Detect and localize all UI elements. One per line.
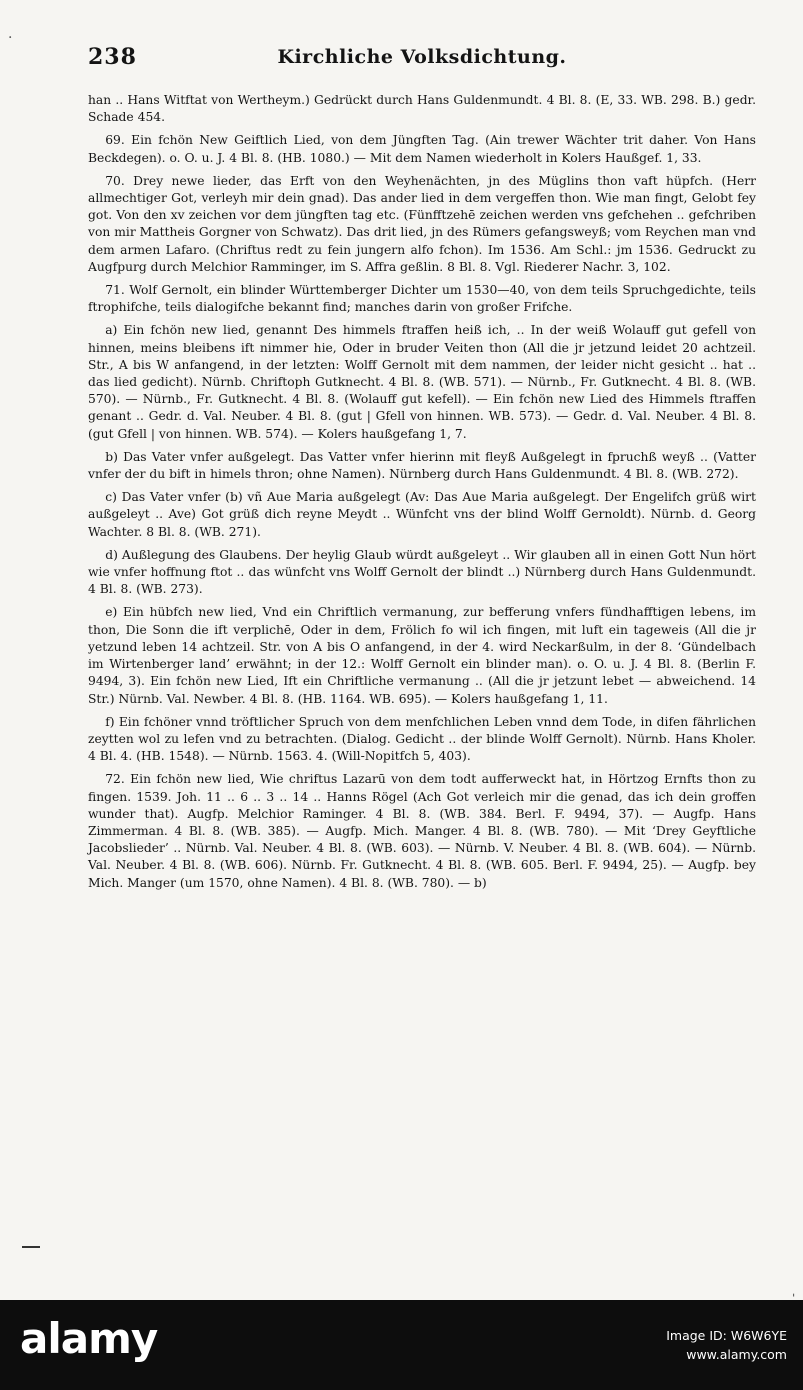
page-header <box>88 44 756 78</box>
entry-paragraph: 69. Ein fchön New Geiftlich Lied, von dem Jüngften Tag. (Ain trewer Wächter trit daher. Von Hans Beckdegen). o. O. u. J. 4 Bl. 8. (HB. 1080.) — Mit dem Namen wiederholt in Kolers Haußgef. 1, 33. <box>88 133 756 165</box>
entry-paragraph: 72. Ein fchön new lied, Wie chriftus Lazarū von dem todt aufferweckt hat, in Hörtzog Ernfts thon zu fingen. 1539. Joh. 11 .. 6 .. 3 .. 14 .. Hanns Rögel (Ach Got verleich mir die genad, das ich dein groffen wunder that). Augfp. Melchior Raminger. 4 Bl. 8. (WB. 384. Berl. F. 9494, 37). — Augfp. Hans Zimmerman. 4 Bl. 8. (WB. 385). — Augfp. Mich. Manger. 4 Bl. 8. (WB. 780). — Mit ‘Drey Geyftliche Jacobslieder’ .. Nürnb. Val. Neuber. 4 Bl. 8. (WB. 603). — Nürnb. V. Neuber. 4 Bl. 8. (WB. 604). — Nürnb. Val. Neuber. 4 Bl. 8. (WB. 606). Nürnb. Fr. Gutknecht. 4 Bl. 8. (WB. 605. Berl. F. 9494, 25). — Augfp. bey Mich. Manger (um 1570, ohne Namen). 4 Bl. 8. (WB. 780). — b) <box>88 772 756 890</box>
margin-dash-mark <box>22 1246 40 1248</box>
running-title: Kirchliche Volksdichtung. <box>277 46 567 68</box>
body-text <box>88 92 756 898</box>
corner-tick-mark: · <box>8 30 13 46</box>
banner-info <box>666 1326 787 1364</box>
entry-paragraph: d) Außlegung des Glaubens. Der heylig Glaub würdt außgeleyt .. Wir glauben all in einen Gott Nun hört wie vnfer hoffnung ftot .. das wünfcht vns Wolff Gernolt der blindt ..) Nürnberg durch Hans Guldenmundt. 4 Bl. 8. (WB. 273). <box>88 547 756 597</box>
entry-paragraph: b) Das Vater vnfer außgelegt. Das Vatter vnfer hierinn mit fleyß Außgelegt in fpruchß weyß .. (Vatter vnfer der du bift in himels thron; ohne Namen). Nürnberg durch Hans Guldenmundt. 4 Bl. 8. (WB. 272). <box>88 449 756 482</box>
entry-paragraph: han .. Hans Witftat von Wertheym.) Gedrückt durch Hans Guldenmundt. 4 Bl. 8. (E, 33. WB. 298. B.) gedr. Schade 454. <box>88 93 756 125</box>
site-url: www.alamy.com <box>686 1347 787 1362</box>
image-id-label: Image ID: W6W6YE <box>666 1328 787 1343</box>
entry-paragraph: 71. Wolf Gernolt, ein blinder Württemberger Dichter um 1530—40, von dem teils Spruchgedichte, teils ftrophifche, teils dialogifche bekannt find; manches darin von großer Frifche. <box>88 283 756 315</box>
entry-paragraph: c) Das Vater vnfer (b) vñ Aue Maria außgelegt (Av: Das Aue Maria außgelegt. Der Engelifch grüß wirt außgeleyt .. Ave) Got grüß dich reyne Meydt .. Wünfcht vns der blind Wolff Gernoldt). Nürnb. d. Georg Wachter. 8 Bl. 8. (WB. 271). <box>88 490 756 539</box>
margin-tick-mark: ˌ <box>792 1284 796 1298</box>
page-number: 238 <box>88 44 137 70</box>
entry-paragraph: 70. Drey newe lieder, das Erft von den Weyhenächten, jn des Müglins thon vaft hüpfch. (Herr allmechtiger Got, verleyh mir dein gnad). Das ander lied in dem vergeffen thon. Wie man fingt, Gelobt fey got. Von den xv zeichen vor dem jüngften tag etc. (Fünfftzehē zeichen werden vns gefchehen .. gefchriben von mir Mattheis Gorgner von Schwatz). Das drit lied, jn des Rümers gefangsweyß; vom Reychen man vnd dem armen Lafaro. (Chriftus redt zu fein jungern alfo fchon). Im 1536. Am Schl.: jm 1536. Gedruckt zu Augfpurg durch Melchior Ramminger, im S. Affra geßlin. 8 Bl. 8. Vgl. Riederer Nachr. 3, 102. <box>88 173 756 274</box>
entry-paragraph: a) Ein fchön new lied, genannt Des himmels ftraffen heiß ich, .. In der weiß Wolauff gut gefell von hinnen, meins bleibens ift nimmer hie, Oder in bruder Veiten thon (All die jr jetzund leidet 20 achtzeil. Str., A bis W anfangend, in der letzten: Wolff Gernolt mit dem nammen, der leider nicht gesicht .. hat .. das lied gedicht). Nürnb. Chriftoph Gutknecht. 4 Bl. 8. (WB. 571). — Nürnb., Fr. Gutknecht. 4 Bl. 8. (WB. 570). — Nürnb., Fr. Gutknecht. 4 Bl. 8. (Wolauff gut kefell). — Ein fchön new Lied des Himmels ftraffen genant .. Gedr. d. Val. Neuber. 4 Bl. 8. (gut | Gfell von hinnen. WB. 573). — Gedr. d. Val. Neuber. 4 Bl. 8. (gut Gfell | von hinnen. WB. 574). — Kolers haußgefang 1, 7. <box>88 323 756 441</box>
watermark-banner <box>0 1300 803 1390</box>
entry-paragraph: e) Ein hübfch new lied, Vnd ein Chriftlich vermanung, zur befferung vnfers fündhafftigen lebens, im thon, Die Sonn die ift verplichē, Oder in dem, Frölich fo wil ich fingen, mit luft ein tageweis (All die jr yetzund leben 14 achtzeil. Str. von A bis O anfangend, in der 4. wird Neckarßulm, in der 8. ‘Gündelbach im Wirtenberger land’ erwähnt; in der 12.: Wolff Gernolt ein blinder man). o. O. u. J. 4 Bl. 8. (Berlin F. 9494, 3). Ein fchön new Lied, Ift ein Chriftliche vermanung .. (All die jr jetzunt lebet — abweichend. 14 Str.) Nürnb. Val. Newber. 4 Bl. 8. (HB. 1164. WB. 695). — Kolers haußgefang 1, 11. <box>88 605 756 706</box>
entry-paragraph: f) Ein fchöner vnnd tröftlicher Spruch von dem menfchlichen Leben vnnd dem Tode, in difen fährlichen zeytten wol zu lefen vnd zu betrachten. (Dialog. Gedicht .. der blinde Wolff Gernolt). Nürnb. Hans Kholer. 4 Bl. 4. (HB. 1548). — Nürnb. 1563. 4. (Will-Nopitfch 5, 403). <box>88 714 756 764</box>
alamy-logo: alamy <box>20 1314 158 1363</box>
